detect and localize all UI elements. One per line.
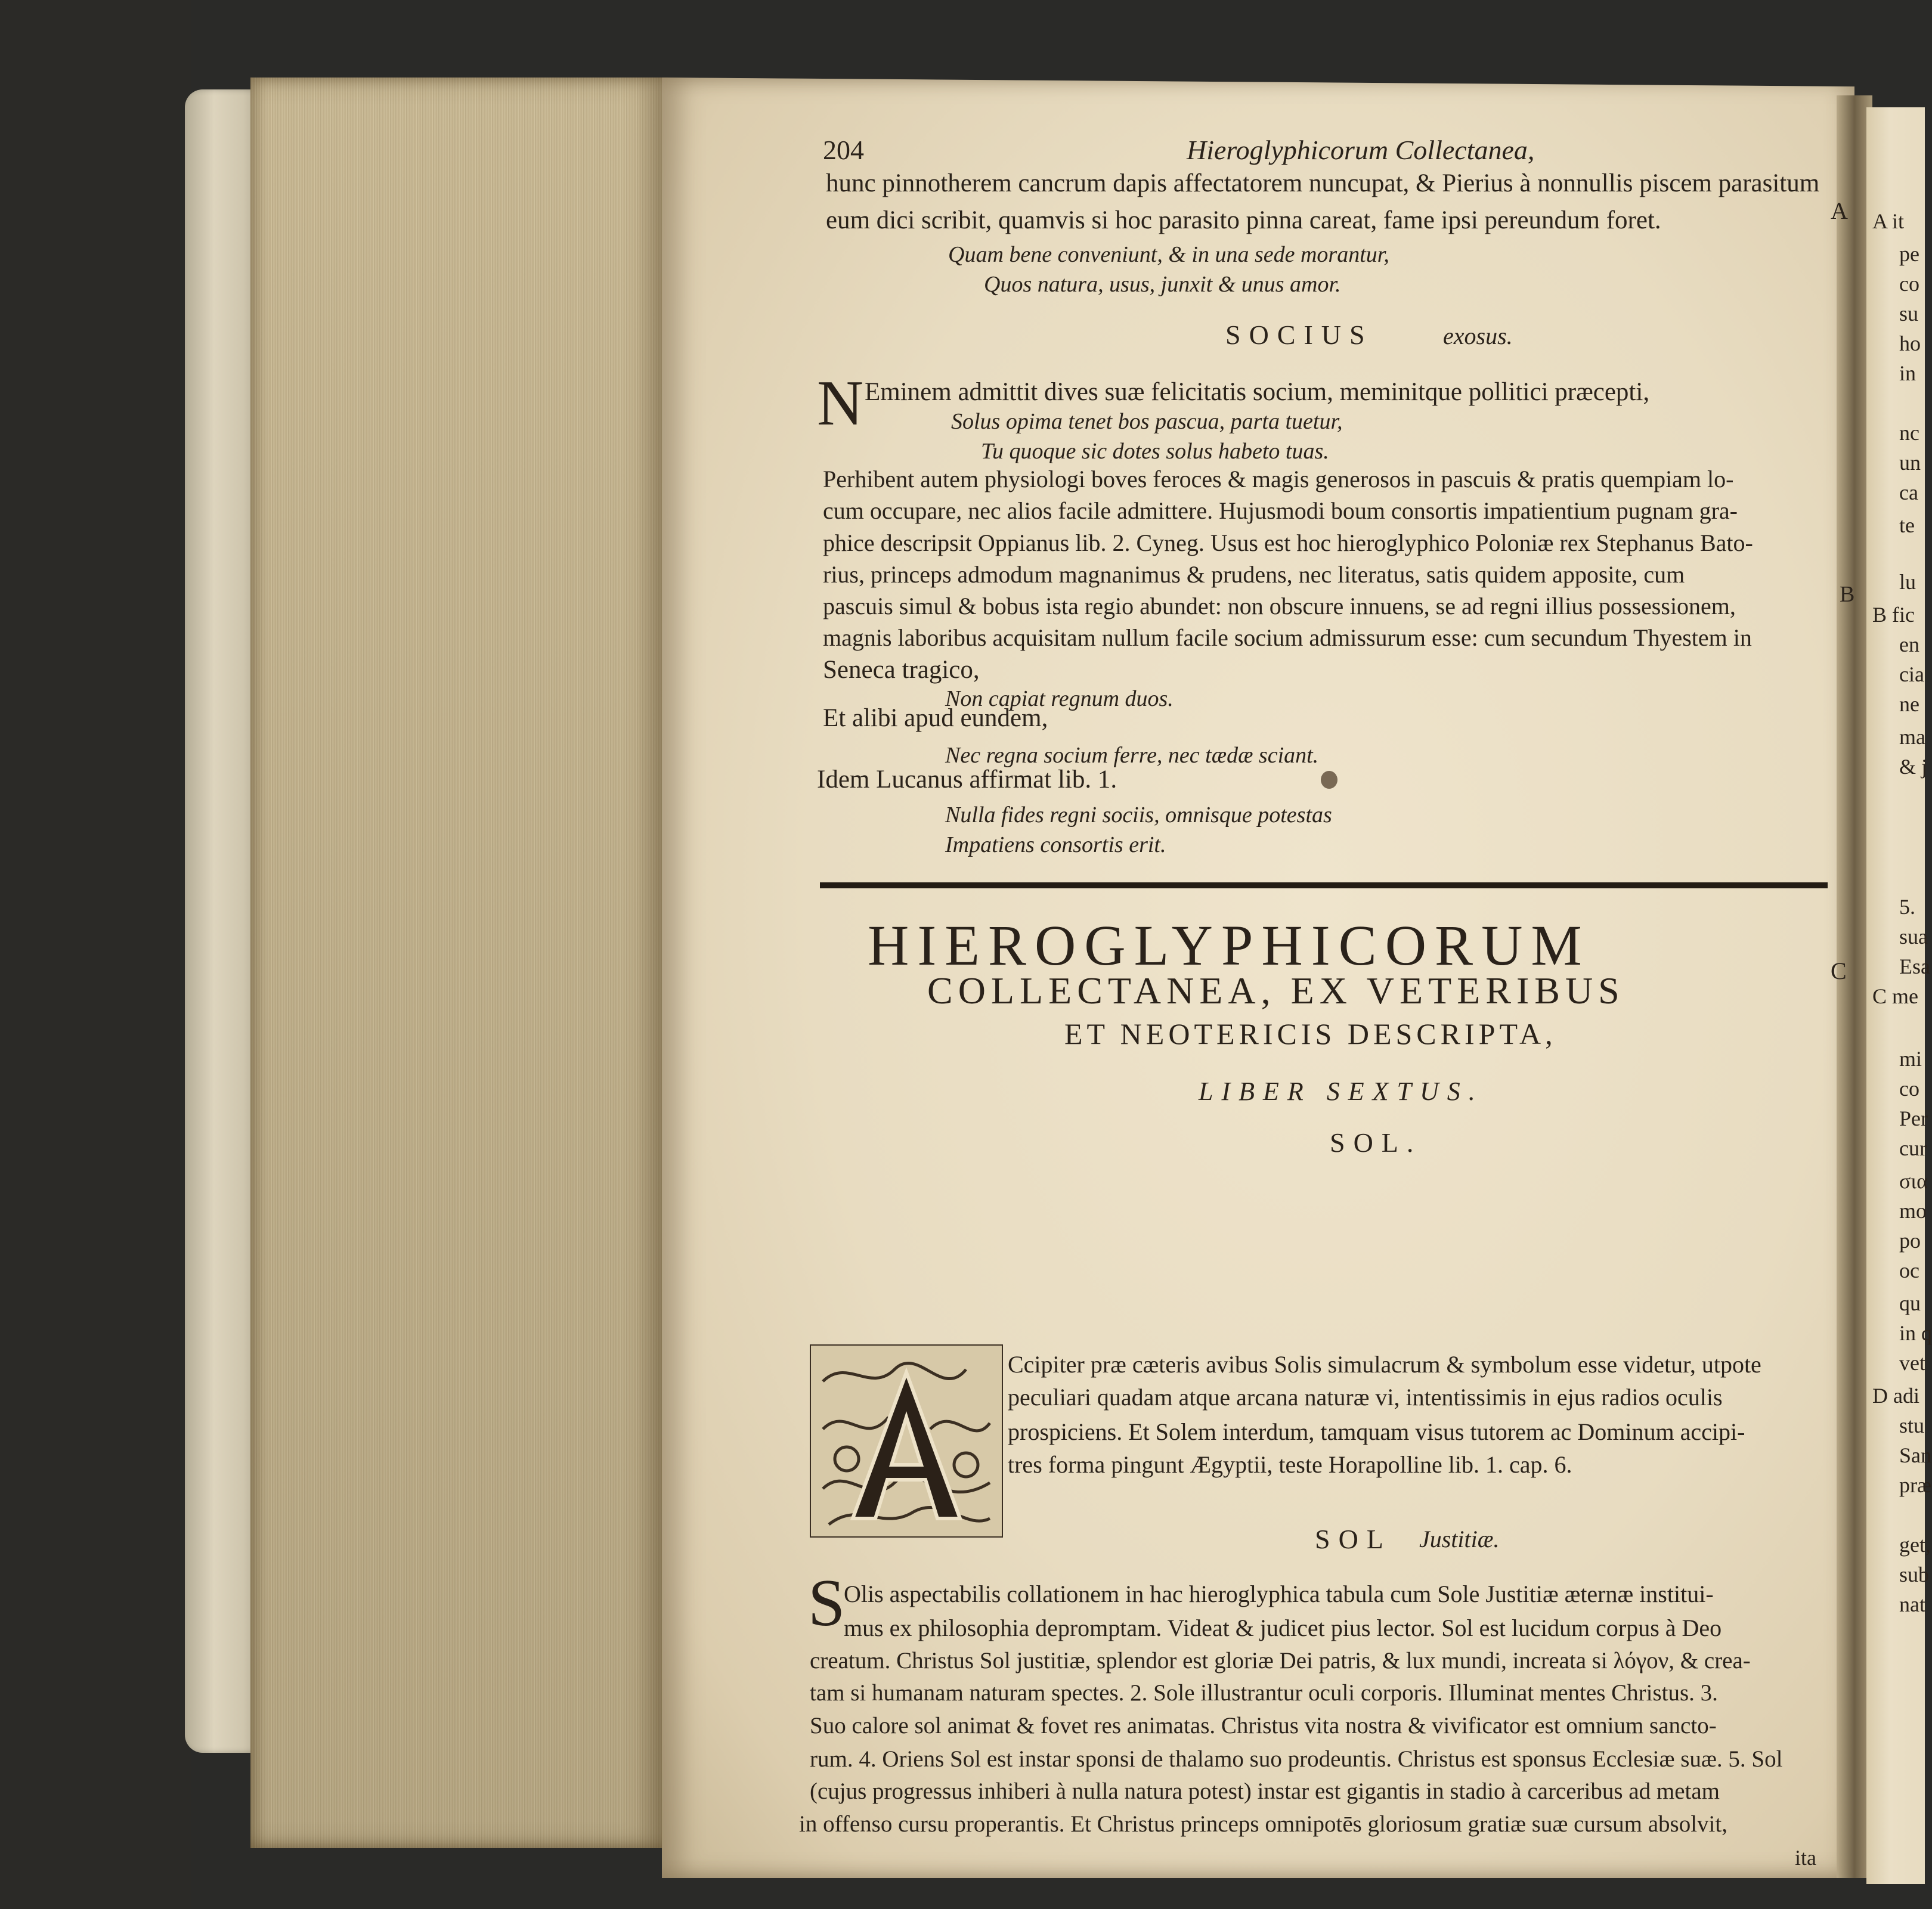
facing-page-fragment: po — [1899, 1229, 1921, 1253]
sol-line: prospiciens. Et Solem interdum, tamquam visus tutorem ac Dominum accipi- — [1008, 1418, 1745, 1445]
sol-justitiae-line: Suo calore sol animat & fovet res animatas. Christus vita nostra & vivificator est omnium sancto- — [810, 1713, 1717, 1738]
facing-page-fragment: sua — [1899, 925, 1928, 949]
margin-letter-a: A — [1831, 197, 1848, 224]
socius-line: Perhibent autem physiologi boves feroces & magis generosos in pascuis & pratis quempiam lo- — [823, 466, 1734, 492]
facing-page-fragment: ca — [1899, 481, 1918, 504]
initial-n: N — [817, 368, 863, 439]
facing-page-fragment: Per — [1899, 1107, 1928, 1130]
sol-justitiae-line: tam si humanam naturam spectes. 2. Sole illustrantur oculi corporis. Illuminat mentes Christus. 3. — [810, 1680, 1718, 1706]
facing-page-fragment: San — [1899, 1443, 1931, 1467]
facing-page-fragment: su — [1899, 302, 1919, 326]
facing-page-fragment: pe — [1899, 242, 1919, 266]
facing-page-fragment: C me — [1872, 984, 1918, 1008]
title-line-2: COLLECTANEA, EX VETERIBUS — [927, 969, 1625, 1012]
facing-page-fragment: in q — [1899, 1321, 1932, 1345]
sol-line: Ccipiter præ cæteris avibus Solis simulacrum & symbolum esse videtur, utpote — [1008, 1351, 1761, 1378]
liber-heading: LIBER SEXTUS. — [1199, 1077, 1484, 1106]
sol-justitiae-line: in offenso cursu properantis. Et Christus princeps omnipotēs gloriosum gratiæ suæ cursum absolvit, — [799, 1811, 1727, 1837]
facing-page-fragment: cur — [1899, 1136, 1927, 1160]
initial-s: S — [808, 1566, 846, 1640]
sol-justitiae-line: rum. 4. Oriens Sol est instar sponsi de thalamo suo prodeuntis. Christus est sponsus Ecclesiæ suæ. 5. Sol — [810, 1746, 1783, 1772]
facing-page-fragment: lu — [1899, 570, 1916, 594]
intro-line: hunc pinnotherem cancrum dapis affectatorem nuncupat, & Pierius à nonnullis piscem parasitum — [826, 169, 1820, 197]
page-edges — [250, 78, 668, 1848]
facing-page-fragment: vet — [1899, 1351, 1925, 1375]
decorated-initial-a — [810, 1344, 1003, 1538]
socius-line: pascuis simul & bobus ista regio abundet: non obscure innuens, se ad regni illius possessionem, — [823, 593, 1736, 619]
running-head: Hieroglyphicorum Collectanea, — [1187, 135, 1535, 165]
facing-page-fragment: te — [1899, 513, 1915, 537]
facing-page-fragment: oc — [1899, 1259, 1919, 1282]
divider-rule — [820, 882, 1828, 888]
sol-justitiae-line: (cujus progressus inhiberi à nulla natura potest) instar est gigantis in stadio à carceribus ad metam — [810, 1778, 1720, 1804]
socius-line: Eminem admittit dives suæ felicitatis socium, meminitque pollitici præcepti, — [865, 378, 1650, 406]
facing-page-fragment: co — [1899, 1077, 1919, 1101]
facing-page-fragment: A it — [1872, 209, 1905, 233]
facing-page-fragment: get, — [1899, 1533, 1931, 1557]
sol-justitiae-line: creatum. Christus Sol justitiæ, splendor est gloriæ Dei patris, & lux mundi, increata si λόγον, & crea- — [810, 1648, 1751, 1674]
facing-page-fragment: cia — [1899, 662, 1924, 686]
facing-page-fragment: sub — [1899, 1563, 1930, 1586]
facing-page-fragment: mo — [1899, 1199, 1927, 1223]
sol-justitiae-line: Olis aspectabilis collationem in hac hieroglyphica tabula cum Sole Justitiæ æternæ institui- — [844, 1580, 1714, 1607]
socius-line: Solus opima tenet bos pascua, parta tuetur, — [951, 409, 1343, 434]
margin-letter-c: C — [1831, 957, 1847, 984]
sol-line: peculiari quadam atque arcana naturæ vi, intentissimis in ejus radios oculis — [1008, 1384, 1723, 1411]
facing-page-fragment: D adi — [1872, 1384, 1919, 1408]
intro-line: eum dici scribit, quamvis si hoc parasito pinna careat, fame ipsi pereundum foret. — [826, 206, 1661, 234]
socius-line: Impatiens consortis erit. — [945, 832, 1166, 857]
facing-page-fragment: præ — [1899, 1473, 1931, 1497]
ink-stain — [1321, 771, 1337, 789]
facing-page-fragment: Esa — [1899, 954, 1930, 978]
margin-letter-b: B — [1840, 582, 1855, 607]
socius-line: Seneca tragico, — [823, 656, 980, 684]
facing-page-fragment: en — [1899, 633, 1919, 656]
facing-page-fragment: ne — [1899, 692, 1919, 716]
facing-page-fragment: qu — [1899, 1291, 1921, 1315]
socius-line: Idem Lucanus affirmat lib. 1. — [817, 766, 1117, 794]
facing-page-fragment: un — [1899, 451, 1921, 475]
facing-page-fragment: B fic — [1872, 603, 1915, 627]
background — [0, 0, 191, 1909]
socius-line: Tu quoque sic dotes solus habeto tuas. — [981, 439, 1329, 464]
page-number: 204 — [823, 135, 864, 165]
ornament-icon — [811, 1346, 1002, 1536]
sol-line: tres forma pingunt Ægyptii, teste Horapolline lib. 1. cap. 6. — [1008, 1451, 1572, 1478]
intro-verse: Quos natura, usus, junxit & unus amor. — [984, 272, 1341, 297]
facing-page-fragment: 5. — [1899, 895, 1915, 919]
intro-verse: Quam bene conveniunt, & in una sede morantur, — [948, 242, 1389, 267]
facing-page-fragment: nc — [1899, 421, 1919, 445]
facing-page-fragment: co — [1899, 272, 1919, 296]
catchword: ita — [1795, 1846, 1816, 1870]
section-heading-socius-ital: exosus. — [1443, 323, 1513, 349]
socius-line: rius, princeps admodum magnanimus & prudens, nec literatus, satis quidem apposite, cum — [823, 561, 1685, 588]
title-line-1: HIEROGLYPHICORUM — [868, 913, 1590, 977]
facing-page-fragment: ma — [1899, 725, 1925, 749]
facing-page-fragment: σια — [1899, 1169, 1928, 1193]
socius-line: magnis laboribus acquisitam nullum facile socium admissurum esse: cum secundum Thyestem in — [823, 624, 1752, 651]
section-heading-sol-justitiae-ital: Justitiæ. — [1419, 1526, 1500, 1552]
section-heading-socius: SOCIUS — [1225, 320, 1373, 350]
socius-line: Et alibi apud eundem, — [823, 704, 1048, 732]
section-heading-sol-justitiae: SOL — [1315, 1524, 1392, 1554]
socius-line: phice descripsit Oppianus lib. 2. Cyneg. Usus est hoc hieroglyphico Poloniæ rex Stephanus Bato- — [823, 529, 1753, 556]
facing-page-fragment: mi — [1899, 1047, 1922, 1071]
facing-page-fragment: nat — [1899, 1592, 1925, 1616]
socius-line: Nulla fides regni sociis, omnisque potestas — [945, 802, 1332, 828]
title-line-3: ET NEOTERICIS DESCRIPTA, — [1064, 1017, 1557, 1050]
socius-line: cum occupare, nec alios facile admittere. Hujusmodi boum consortis impatientium pugnam gra- — [823, 497, 1738, 524]
facing-page-fragment: in — [1899, 361, 1916, 385]
sol-justitiae-line: mus ex philosophia depromptam. Videat & judicet pius lector. Sol est lucidum corpus à Deo — [844, 1614, 1722, 1641]
socius-line: Non capiat regnum duos. — [945, 686, 1174, 711]
facing-page-fragment: ho — [1899, 331, 1921, 355]
facing-page-fragment: stu — [1899, 1414, 1925, 1437]
socius-line: Nec regna socium ferre, nec tædæ sciant. — [945, 743, 1319, 768]
facing-page-fragment: & j — [1899, 755, 1928, 779]
section-heading-sol: SOL. — [1330, 1127, 1422, 1158]
